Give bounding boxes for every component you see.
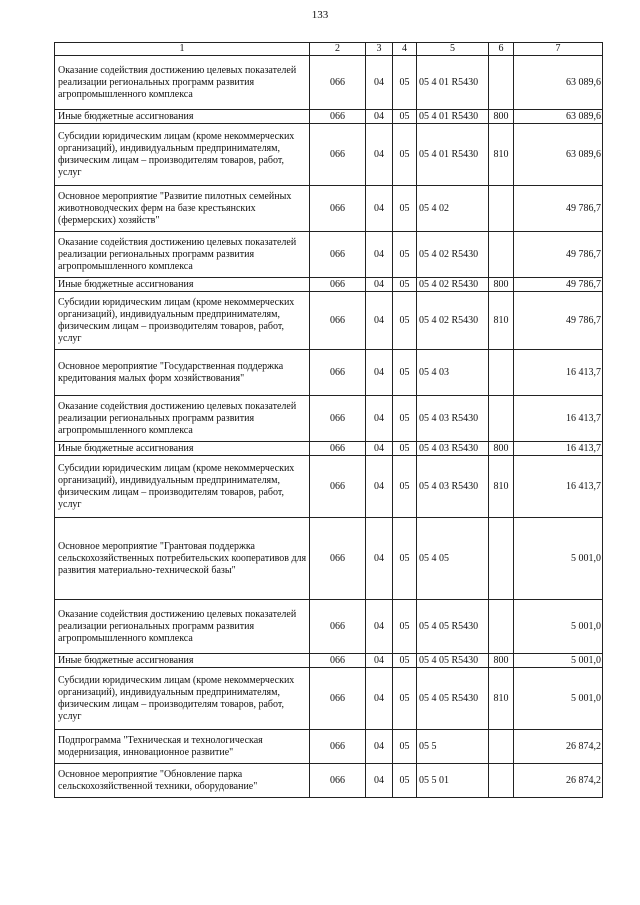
target-article-code: 05 4 01 R5430 xyxy=(417,56,489,110)
row-name: Иные бюджетные ассигнования xyxy=(55,442,310,456)
expense-type-code xyxy=(489,396,514,442)
column-header: 2 xyxy=(310,43,366,56)
section-code: 04 xyxy=(366,668,393,730)
table-row xyxy=(55,518,603,600)
target-article-code: 05 4 03 xyxy=(417,350,489,396)
amount: 16 413,7 xyxy=(514,396,603,442)
amount: 16 413,7 xyxy=(514,456,603,518)
target-article-code: 05 4 03 R5430 xyxy=(417,456,489,518)
expense-type-code: 800 xyxy=(489,442,514,456)
amount: 63 089,6 xyxy=(514,56,603,110)
ministry-code: 066 xyxy=(310,232,366,278)
expense-type-code xyxy=(489,600,514,654)
subsection-code: 05 xyxy=(393,730,417,764)
amount: 63 089,6 xyxy=(514,110,603,124)
table-row xyxy=(55,124,603,186)
table-row xyxy=(55,350,603,396)
row-name: Субсидии юридическим лицам (кроме некоммерческих организаций), индивидуальным предпринимателям, физическим лицам – производителям товаров, работ, услуг xyxy=(55,668,310,730)
subsection-code: 05 xyxy=(393,56,417,110)
row-name: Иные бюджетные ассигнования xyxy=(55,110,310,124)
subsection-code: 05 xyxy=(393,278,417,292)
ministry-code: 066 xyxy=(310,292,366,350)
ministry-code: 066 xyxy=(310,600,366,654)
page-number: 133 xyxy=(311,9,329,21)
subsection-code: 05 xyxy=(393,442,417,456)
table-row xyxy=(55,278,603,292)
subsection-code: 05 xyxy=(393,456,417,518)
section-code: 04 xyxy=(366,600,393,654)
ministry-code: 066 xyxy=(310,518,366,600)
section-code: 04 xyxy=(366,518,393,600)
ministry-code: 066 xyxy=(310,730,366,764)
section-code: 04 xyxy=(366,730,393,764)
row-name: Основное мероприятие "Государственная поддержка кредитования малых форм хозяйствования" xyxy=(55,350,310,396)
target-article-code: 05 4 03 R5430 xyxy=(417,396,489,442)
section-code: 04 xyxy=(366,456,393,518)
table-row xyxy=(55,600,603,654)
amount: 26 874,2 xyxy=(514,730,603,764)
section-code: 04 xyxy=(366,396,393,442)
target-article-code: 05 5 xyxy=(417,730,489,764)
target-article-code: 05 4 01 R5430 xyxy=(417,124,489,186)
ministry-code: 066 xyxy=(310,396,366,442)
target-article-code: 05 4 03 R5430 xyxy=(417,442,489,456)
section-code: 04 xyxy=(366,232,393,278)
section-code: 04 xyxy=(366,124,393,186)
column-header: 3 xyxy=(366,43,393,56)
row-name: Субсидии юридическим лицам (кроме некоммерческих организаций), индивидуальным предпринимателям, физическим лицам – производителям товаров, работ, услуг xyxy=(55,292,310,350)
row-name: Субсидии юридическим лицам (кроме некоммерческих организаций), индивидуальным предпринимателям, физическим лицам – производителям товаров, работ, услуг xyxy=(55,456,310,518)
target-article-code: 05 4 05 R5430 xyxy=(417,654,489,668)
subsection-code: 05 xyxy=(393,232,417,278)
table-row xyxy=(55,56,603,110)
expense-type-code: 800 xyxy=(489,278,514,292)
expense-type-code: 800 xyxy=(489,654,514,668)
section-code: 04 xyxy=(366,278,393,292)
target-article-code: 05 4 05 R5430 xyxy=(417,600,489,654)
section-code: 04 xyxy=(366,442,393,456)
table-row xyxy=(55,764,603,798)
table-row xyxy=(55,110,603,124)
expense-type-code: 810 xyxy=(489,292,514,350)
row-name: Оказание содействия достижению целевых показателей реализации региональных программ развития агропромышленного комплекса xyxy=(55,396,310,442)
ministry-code: 066 xyxy=(310,56,366,110)
amount: 5 001,0 xyxy=(514,518,603,600)
row-name: Иные бюджетные ассигнования xyxy=(55,654,310,668)
row-name: Оказание содействия достижению целевых показателей реализации региональных программ развития агропромышленного комплекса xyxy=(55,56,310,110)
row-name: Иные бюджетные ассигнования xyxy=(55,278,310,292)
expense-type-code: 810 xyxy=(489,668,514,730)
subsection-code: 05 xyxy=(393,350,417,396)
subsection-code: 05 xyxy=(393,110,417,124)
subsection-code: 05 xyxy=(393,668,417,730)
amount: 5 001,0 xyxy=(514,668,603,730)
target-article-code: 05 4 01 R5430 xyxy=(417,110,489,124)
expense-type-code: 800 xyxy=(489,110,514,124)
section-code: 04 xyxy=(366,292,393,350)
target-article-code: 05 4 02 R5430 xyxy=(417,232,489,278)
subsection-code: 05 xyxy=(393,764,417,798)
amount: 49 786,7 xyxy=(514,186,603,232)
ministry-code: 066 xyxy=(310,654,366,668)
subsection-code: 05 xyxy=(393,396,417,442)
table-row xyxy=(55,442,603,456)
amount: 49 786,7 xyxy=(514,278,603,292)
table-header-row xyxy=(55,43,603,56)
table-row xyxy=(55,186,603,232)
amount: 49 786,7 xyxy=(514,292,603,350)
row-name: Основное мероприятие "Обновление парка сельскохозяйственной техники, оборудование" xyxy=(55,764,310,798)
section-code: 04 xyxy=(366,186,393,232)
target-article-code: 05 4 02 xyxy=(417,186,489,232)
column-header: 7 xyxy=(514,43,603,56)
section-code: 04 xyxy=(366,350,393,396)
expense-type-code xyxy=(489,518,514,600)
row-name: Субсидии юридическим лицам (кроме некоммерческих организаций), индивидуальным предпринимателям, физическим лицам – производителям товаров, работ, услуг xyxy=(55,124,310,186)
subsection-code: 05 xyxy=(393,518,417,600)
target-article-code: 05 4 05 R5430 xyxy=(417,668,489,730)
section-code: 04 xyxy=(366,110,393,124)
expense-type-code xyxy=(489,186,514,232)
table-row xyxy=(55,668,603,730)
row-name: Оказание содействия достижению целевых показателей реализации региональных программ развития агропромышленного комплекса xyxy=(55,600,310,654)
expense-type-code xyxy=(489,730,514,764)
subsection-code: 05 xyxy=(393,186,417,232)
column-header: 6 xyxy=(489,43,514,56)
ministry-code: 066 xyxy=(310,350,366,396)
target-article-code: 05 4 05 xyxy=(417,518,489,600)
row-name: Оказание содействия достижению целевых показателей реализации региональных программ развития агропромышленного комплекса xyxy=(55,232,310,278)
section-code: 04 xyxy=(366,654,393,668)
expense-type-code xyxy=(489,56,514,110)
expense-type-code xyxy=(489,232,514,278)
ministry-code: 066 xyxy=(310,456,366,518)
table-row xyxy=(55,730,603,764)
amount: 5 001,0 xyxy=(514,600,603,654)
row-name: Основное мероприятие "Развитие пилотных семейных животноводческих ферм на базе крестьянских (фермерских) хозяйств" xyxy=(55,186,310,232)
ministry-code: 066 xyxy=(310,668,366,730)
subsection-code: 05 xyxy=(393,654,417,668)
table-row xyxy=(55,292,603,350)
ministry-code: 066 xyxy=(310,764,366,798)
amount: 16 413,7 xyxy=(514,350,603,396)
target-article-code: 05 4 02 R5430 xyxy=(417,292,489,350)
section-code: 04 xyxy=(366,764,393,798)
table-row xyxy=(55,456,603,518)
expense-type-code: 810 xyxy=(489,456,514,518)
ministry-code: 066 xyxy=(310,110,366,124)
budget-table xyxy=(54,42,603,798)
subsection-code: 05 xyxy=(393,292,417,350)
ministry-code: 066 xyxy=(310,124,366,186)
amount: 26 874,2 xyxy=(514,764,603,798)
subsection-code: 05 xyxy=(393,124,417,186)
column-header: 1 xyxy=(55,43,310,56)
table-row xyxy=(55,396,603,442)
expense-type-code xyxy=(489,764,514,798)
subsection-code: 05 xyxy=(393,600,417,654)
ministry-code: 066 xyxy=(310,442,366,456)
row-name: Подпрограмма "Техническая и технологическая модернизация, инновационное развитие" xyxy=(55,730,310,764)
column-header: 4 xyxy=(393,43,417,56)
column-header: 5 xyxy=(417,43,489,56)
amount: 16 413,7 xyxy=(514,442,603,456)
amount: 49 786,7 xyxy=(514,232,603,278)
row-name: Основное мероприятие "Грантовая поддержка сельскохозяйственных потребительских кооперативов для развития материально-технической базы" xyxy=(55,518,310,600)
amount: 5 001,0 xyxy=(514,654,603,668)
ministry-code: 066 xyxy=(310,278,366,292)
target-article-code: 05 5 01 xyxy=(417,764,489,798)
ministry-code: 066 xyxy=(310,186,366,232)
target-article-code: 05 4 02 R5430 xyxy=(417,278,489,292)
expense-type-code xyxy=(489,350,514,396)
table-row xyxy=(55,232,603,278)
table-row xyxy=(55,654,603,668)
amount: 63 089,6 xyxy=(514,124,603,186)
section-code: 04 xyxy=(366,56,393,110)
expense-type-code: 810 xyxy=(489,124,514,186)
